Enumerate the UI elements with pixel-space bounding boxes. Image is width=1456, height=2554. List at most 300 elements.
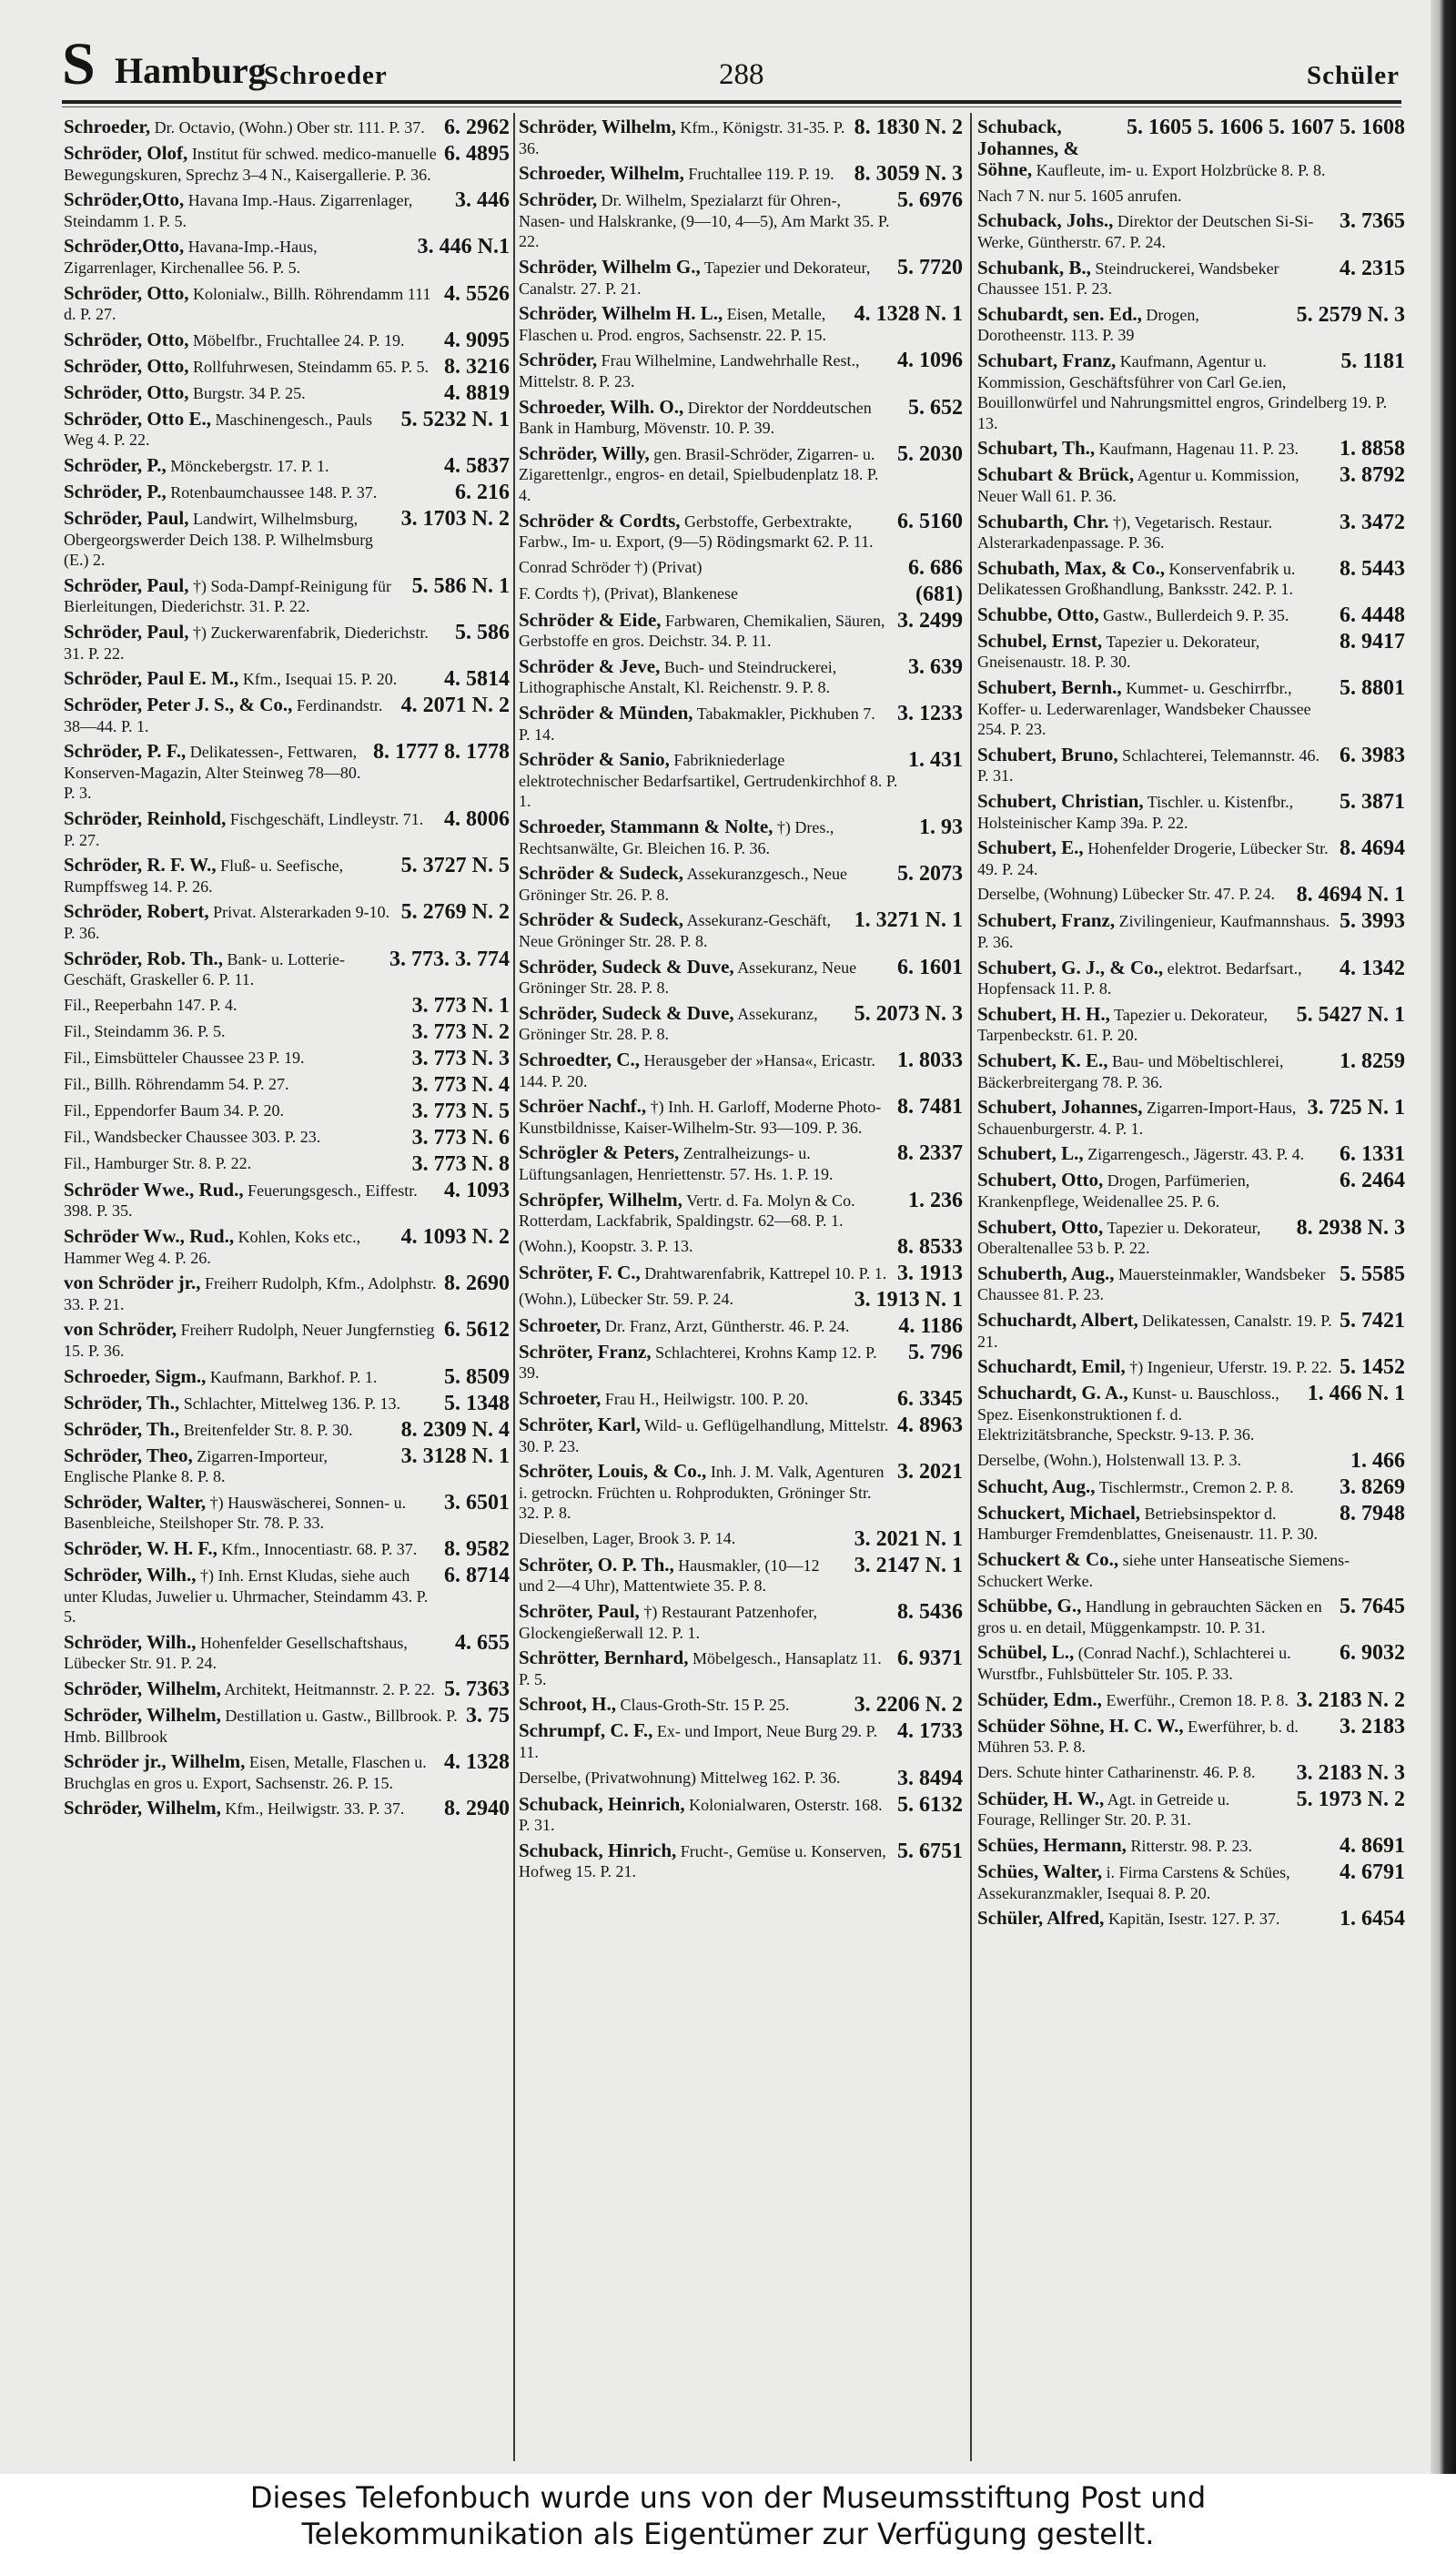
phone-number: 5. 1181 <box>1340 350 1405 373</box>
directory-entry <box>519 610 963 652</box>
phone-number: 8. 3216 <box>444 355 510 378</box>
entry-details: Tapezier u. Dekorateur, Tarpenbeckstr. 61. P. 20. <box>977 1005 1268 1045</box>
entry-details: Ewerführ., Cremon 18. P. 8. <box>1106 1690 1289 1709</box>
entry-details: Dr. Franz, Arzt, Güntherstr. 46. P. 24. <box>604 1316 850 1335</box>
phone-number: 3. 1913 N. 1 <box>854 1288 963 1311</box>
phone-number: 4. 1328 <box>444 1751 510 1775</box>
directory-entry <box>519 863 963 905</box>
directory-entry <box>64 356 510 378</box>
directory-entry <box>519 1414 963 1456</box>
phone-number: 3. 2183 N. 3 <box>1296 1761 1405 1784</box>
entry-name: Schröder & Cordts, <box>519 510 681 532</box>
entry-name: Schröder, Wilhelm, <box>64 1677 221 1699</box>
phone-number: 3. 725 N. 1 <box>1307 1097 1405 1120</box>
directory-entry <box>977 304 1405 346</box>
entry-details: Burgstr. 34 P. 25. <box>192 383 306 402</box>
entry-details: Rotenbaumchaussee 148. P. 37. <box>170 482 378 502</box>
directory-entry <box>977 258 1405 299</box>
phone-number: 4. 5837 <box>444 454 510 477</box>
entry-name: Schüler, Alfred, <box>977 1908 1105 1930</box>
entry-details: Konservenfabrik u. Delikatessen Großhandlung, Banksstr. 242. P. 1. <box>977 559 1296 599</box>
directory-entry <box>64 1272 510 1314</box>
entry-name: Schröder, Otto, <box>64 329 189 350</box>
directory-entry <box>977 884 1405 906</box>
directory-entry <box>64 1319 510 1361</box>
entry-details: Havana Imp.-Haus. Zigarrenlager, Steindamm 1. P. 5. <box>64 191 413 230</box>
phone-number: 5. 8801 <box>1340 677 1405 701</box>
entry-name: Schröder,Otto, <box>64 189 185 211</box>
directory-entry <box>977 791 1405 833</box>
entry-name: Schröder, Theo, <box>64 1444 193 1466</box>
entry-details: Privat. Alsterarkaden 9-10. P. 36. <box>64 903 390 943</box>
phone-number: 4. 5526 <box>444 282 510 306</box>
entry-name: Schroeter, <box>519 1314 602 1336</box>
directory-entry <box>519 703 963 745</box>
entry-name: Schuchardt, Albert, <box>977 1309 1138 1331</box>
directory-entry <box>64 1632 510 1674</box>
phone-number: 6. 3345 <box>897 1387 963 1410</box>
header-rule-thin <box>62 106 1401 107</box>
directory-entry <box>519 303 963 345</box>
phone-number: 5. 2073 <box>897 863 963 887</box>
entry-name: Schröder, Olof, <box>64 143 188 164</box>
phone-number: 5. 2030 <box>897 442 963 466</box>
entry-name: Schubert, K. E., <box>977 1049 1108 1071</box>
entry-details: Kunst- u. Bauschloss., Spez. Eisenkonstruktionen f. d. Elektrizitätsbranche, Speckstr. 9-13. P. 36. <box>977 1384 1279 1444</box>
column-1 <box>64 117 510 2456</box>
entry-name: Schröder, Th., <box>64 1392 180 1414</box>
entry-details: Kaufmann, Barkhof. P. 1. <box>209 1367 378 1386</box>
directory-entry <box>519 350 963 391</box>
phone-number: 1. 431 <box>908 749 963 773</box>
phone-number: 3. 2499 <box>897 609 963 633</box>
entry-name: Schubert, H. H., <box>977 1003 1110 1025</box>
directory-entry <box>977 1789 1405 1830</box>
entry-details: Rollfuhrwesen, Steindamm 65. P. 5. <box>192 357 429 376</box>
phone-number: 5. 3993 <box>1340 910 1405 934</box>
entry-name: Schröder, P., <box>64 454 167 476</box>
entry-details: Buch- und Steindruckerei, Lithographische Anstalt, Kl. Reichenstr. 9. P. 8. <box>519 657 837 697</box>
entry-name: Schröder, Wilhelm, <box>519 117 676 137</box>
entry-details: Direktor der Deutschen Si-Si-Werke, Güntherstr. 67. P. 24. <box>977 212 1314 251</box>
phone-number: 5. 7720 <box>897 256 963 279</box>
city-name: Hamburg <box>115 50 267 91</box>
entry-name: Schröter, Franz, <box>519 1341 652 1363</box>
directory-entry <box>977 1450 1405 1472</box>
entry-name: Schröpfer, Wilhelm, <box>519 1189 682 1211</box>
entry-details: Institut für schwed. medico-manuelle Bewegungskuren, Sprechz 3–4 N., Kaisergallerie. P. 36. <box>64 145 437 184</box>
directory-entry <box>977 558 1405 600</box>
phone-number: 6. 8714 <box>444 1564 510 1587</box>
entry-name: Schröder, P. F., <box>64 741 187 763</box>
entry-details: Steindruckerei, Wandsbeker Chaussee 151. P. 23. <box>977 258 1279 299</box>
entry-details: Tapezier u. Dekorateur, Oberaltenallee 53 b. P. 22. <box>977 1218 1261 1258</box>
directory-entry <box>977 1310 1405 1352</box>
entry-details: Conrad Schröder †) (Privat) <box>519 557 703 576</box>
entry-name: Schröder, Otto, <box>64 282 189 304</box>
entry-details: †) Restaurant Patzenhofer, Glockengießerwall 12. P. 1. <box>519 1603 818 1642</box>
directory-entry <box>977 1762 1405 1784</box>
entry-details: Ders. Schute hinter Catharinenstr. 46. P. 8. <box>977 1762 1256 1781</box>
entry-details: Schlachterei, Krohns Kamp 12. P. 39. <box>519 1343 877 1383</box>
directory-entry <box>977 438 1405 460</box>
directory-entry <box>64 1565 510 1627</box>
directory-entry <box>64 948 510 990</box>
entry-details: Kolonialwaren, Osterstr. 168. P. 31. <box>519 1795 883 1835</box>
entry-name: von Schröder, <box>64 1319 177 1341</box>
phone-number: 1. 8858 <box>1340 438 1405 461</box>
entry-name: Schröder, <box>519 350 598 371</box>
entry-details: Vertr. d. Fa. Molyn & Co. Rotterdam, Lackfabrik, Spaldingstr. 62—68. P. 1. <box>519 1191 855 1231</box>
entry-name: Schrögler & Peters, <box>519 1142 680 1164</box>
entry-name: Schröder, Robert, <box>64 901 209 923</box>
directory-entry <box>64 1048 510 1069</box>
phone-number: 8. 9582 <box>444 1537 510 1560</box>
entry-details: Eisen, Metalle, Flaschen u. Bruchglas en gros u. Export, Sachsenstr. 26. P. 15. <box>64 1753 427 1792</box>
entry-details: Zivilingenieur, Kaufmannshaus. P. 36. <box>977 912 1330 951</box>
entry-details: Landwirt, Wilhelmsburg, Obergeorgswerder Deich 138. P. Wilhelmsburg (E.) 2. <box>64 509 373 570</box>
entry-details: †) Inh. H. Garloff, Moderne Photo-Kunstbildnisse, Kaiser-Wilhelm-Str. 93—109. P. 36. <box>519 1098 882 1137</box>
entry-name: Schües, Hermann, <box>977 1835 1127 1856</box>
phone-number: 6. 2962 <box>444 117 510 138</box>
entry-name: Schubart & Brück, <box>977 464 1135 486</box>
entry-details: Kohlen, Koks etc., Hammer Weg 4. P. 26. <box>64 1228 361 1267</box>
directory-entry <box>64 741 510 804</box>
directory-entry <box>519 1840 963 1882</box>
entry-details: Fil., Eimsbütteler Chaussee 23 P. 19. <box>64 1048 305 1067</box>
entry-details: Fruchtallee 119. P. 19. <box>688 165 834 184</box>
entry-name: Schuberth, Aug., <box>977 1262 1115 1284</box>
phone-number: 3. 773 N. 1 <box>411 994 510 1017</box>
phone-number: 5. 8509 <box>444 1365 510 1388</box>
entry-details: Dr. Octavio, (Wohn.) Ober str. 111. P. 37. <box>154 118 425 137</box>
phone-number: 3. 8269 <box>1340 1475 1405 1498</box>
entry-name: Schuback, Heinrich, <box>519 1793 685 1815</box>
entry-details: †) Dres., Rechtsanwälte, Gr. Bleichen 16. P. 36. <box>519 818 834 857</box>
directory-entry <box>977 1596 1405 1637</box>
entry-name: Schuchardt, G. A., <box>977 1383 1128 1404</box>
directory-entry <box>519 1647 963 1689</box>
phone-number: 4. 8006 <box>444 808 510 832</box>
ownership-note-line-2: Telekommunikation als Eigentümer zur Verfügung gestellt. <box>301 2517 1155 2551</box>
directory-entry <box>977 1143 1405 1165</box>
entry-details: Derselbe, (Wohnung) Lübecker Str. 47. P. 24. <box>977 885 1275 904</box>
directory-entry <box>519 1315 963 1337</box>
entry-name: Schubardt, sen. Ed., <box>977 303 1142 325</box>
phone-number: 3. 2021 N. 1 <box>854 1527 963 1550</box>
phone-number: 4. 1186 <box>898 1314 963 1337</box>
entry-name: Schroeder, Wilhelm, <box>519 163 684 185</box>
directory-entry <box>519 1262 963 1284</box>
entry-details: Assekuranz-Geschäft, Neue Gröninger Str. 28. P. 8. <box>519 911 831 950</box>
phone-number: 1. 8033 <box>897 1049 963 1072</box>
directory-entry <box>519 1049 963 1091</box>
entry-details: Hohenfelder Gesellschaftshaus, Lübecker Str. 91. P. 24. <box>64 1633 408 1673</box>
directory-entry <box>64 1798 510 1819</box>
entry-details: Fil., Hamburger Str. 8. P. 22. <box>64 1153 252 1172</box>
directory-entry <box>977 1642 1405 1684</box>
entry-details: Bau- und Möbeltischlerei, Bäckerbreitergang 78. P. 36. <box>977 1051 1284 1091</box>
entry-details: †), Vegetarisch. Restaur. Alsterarkadenpassage. P. 36. <box>977 512 1273 552</box>
directory-entry <box>64 1021 510 1043</box>
entry-details: Zentralheizungs- u. Lüftungsanlagen, Henriettenstr. 57. Hs. 1. P. 19. <box>519 1144 834 1183</box>
phone-number: 6. 9371 <box>897 1647 963 1671</box>
header-rule <box>62 100 1401 104</box>
phone-number: 4. 2071 N. 2 <box>400 694 510 718</box>
phone-number: 5. 652 <box>908 396 963 420</box>
directory-entry <box>64 117 510 138</box>
entry-name: Schröder jr., Wilhelm, <box>64 1751 246 1773</box>
entry-name: Schröter, Paul, <box>519 1601 640 1623</box>
directory-entry <box>519 1555 963 1596</box>
directory-entry <box>64 382 510 404</box>
entry-details: Dieselben, Lager, Brook 3. P. 14. <box>519 1528 736 1547</box>
entry-details: Destillation u. Gastw., Billbrook. P. Hmb. Billbrook <box>64 1706 458 1746</box>
phone-number: 8. 2940 <box>444 1798 510 1820</box>
entry-details: Gerbstoffe, Gerbextrakte, Farbw., Im- u. Export, (9—5) Rödingsmarkt 62. P. 11. <box>519 512 874 552</box>
directory-entry <box>977 958 1405 999</box>
entry-details: Kaufleute, im- u. Export Holzbrücke 8. P. 8. <box>1036 161 1326 180</box>
phone-number: 3. 446 N.1 <box>417 236 510 259</box>
directory-entry <box>64 1538 510 1560</box>
entry-details: Ritterstr. 98. P. 23. <box>1130 1837 1252 1855</box>
entry-name: Schubert, Franz, <box>977 910 1116 932</box>
directory-entry <box>977 837 1405 879</box>
phone-number: 1. 8259 <box>1340 1049 1405 1073</box>
directory-entry <box>64 901 510 943</box>
directory-entry <box>519 1388 963 1410</box>
directory-entry <box>64 283 510 325</box>
entry-details: i. Firma Carstens & Schües, Assekuranzmakler, Isequai 8. P. 20. <box>977 1863 1290 1902</box>
entry-name: Schuckert, Michael, <box>977 1502 1141 1524</box>
entry-details: Fil., Billh. Röhrendamm 54. P. 27. <box>64 1074 289 1093</box>
directory-entry <box>977 745 1405 786</box>
entry-name: Schroeder, Sigm., <box>64 1365 207 1387</box>
entry-name: Schröter, O. P. Th., <box>519 1554 674 1576</box>
entry-name: Schubbe, Otto, <box>977 603 1099 625</box>
directory-entry <box>519 957 963 998</box>
directory-entry <box>519 189 963 252</box>
entry-name: Schröder, Rob. Th., <box>64 948 224 969</box>
directory-entry <box>977 1383 1405 1445</box>
phone-number: 3. 8792 <box>1340 464 1405 488</box>
entry-details: Assekuranz, Gröninger Str. 28. P. 8. <box>519 1004 818 1044</box>
phone-number: 3. 2147 N. 1 <box>854 1554 963 1577</box>
entry-details: †) Ingenieur, Uferstr. 19. P. 22. <box>1129 1358 1332 1377</box>
entry-details: Ferdinandstr. 38—44. P. 1. <box>64 696 383 735</box>
directory-entry <box>519 1236 963 1258</box>
directory-entry <box>977 1503 1405 1545</box>
directory-entry <box>519 656 963 698</box>
phone-number: 5. 1605 5. 1606 5. 1607 5. 1608 <box>1127 117 1405 139</box>
directory-entry <box>64 808 510 850</box>
directory-entry <box>64 1445 510 1487</box>
entry-name: Schüder, Edm., <box>977 1688 1102 1710</box>
phone-number: 5. 1973 N. 2 <box>1296 1788 1405 1811</box>
entry-details: Frau Wilhelmine, Landwehrhalle Rest., Mittelstr. 8. P. 23. <box>519 351 860 390</box>
phone-number: 4. 8819 <box>444 381 510 404</box>
directory-entry <box>519 1096 963 1138</box>
directory-entry <box>64 1074 510 1096</box>
entry-name: Schröder, Wilh., <box>64 1564 197 1586</box>
entry-name: Schröder & Münden, <box>519 703 693 725</box>
phone-number: 5. 3727 N. 5 <box>400 855 510 878</box>
directory-entry <box>519 1461 963 1524</box>
directory-entry <box>977 1861 1405 1903</box>
entry-details: †) Hauswäscherei, Sonnen- u. Basenbleiche, Steilshoper Str. 78. P. 33. <box>64 1493 407 1533</box>
entry-details: Möbelgesch., Hansaplatz 11. P. 5. <box>519 1649 882 1688</box>
directory-entry <box>977 604 1405 626</box>
directory-entry <box>977 677 1405 740</box>
directory-entry <box>519 117 963 158</box>
directory-entry <box>519 397 963 439</box>
directory-entry <box>519 257 963 299</box>
directory-entry <box>519 1768 963 1789</box>
entry-details: Kapitän, Isestr. 127. P. 37. <box>1107 1910 1280 1929</box>
directory-entry <box>519 816 963 858</box>
entry-details: Tischler. u. Kistenfbr., Holsteinischer Kamp 39a. P. 22. <box>977 793 1294 832</box>
entry-details: Fil., Wandsbecker Chaussee 303. P. 23. <box>64 1127 321 1146</box>
entry-name: Schroeter, <box>519 1387 602 1409</box>
entry-name: Schüder Söhne, H. C. W., <box>977 1715 1184 1737</box>
directory-entry <box>519 749 963 812</box>
entry-details: Kaufmann, Agentur u. Kommission, Geschäftsführer von Carl Ge.ien, Bouillonwürfel und Nahrungsmittel engros, Grindelberg 19. P. 13. <box>977 351 1388 432</box>
entry-name: Schuback, Johannes, & Söhne, <box>977 117 1080 181</box>
entry-details: Schlachter, Mittelweg 136. P. 13. <box>183 1394 400 1413</box>
entry-details: Frucht-, Gemüse u. Konserven, Hofweg 15. P. 21. <box>519 1841 886 1881</box>
phone-number: 5. 5232 N. 1 <box>400 408 510 431</box>
entry-details: Möbelfbr., Fruchtallee 24. P. 19. <box>192 330 405 350</box>
entry-details: Tabakmakler, Pickhuben 7. P. 14. <box>519 704 875 744</box>
entry-name: Schubel, Ernst, <box>977 630 1103 652</box>
entry-details: Fil., Eppendorfer Baum 34. P. 20. <box>64 1100 284 1120</box>
column-separator <box>513 113 515 2461</box>
entry-details: Assekuranzgesch., Neue Gröninger Str. 26. P. 8. <box>519 865 847 904</box>
phone-number: 5. 1452 <box>1340 1356 1405 1379</box>
entry-name: Schröder & Sanio, <box>519 749 670 771</box>
entry-details: Frau H., Heilwigstr. 100. P. 20. <box>604 1389 809 1408</box>
entry-details: Kfm., Innocentiastr. 68. P. 37. <box>221 1539 418 1558</box>
entry-name: Schröder, Otto, <box>64 355 189 377</box>
entry-details: Betriebsinspektor d. Hamburger Fremdenblattes, Gneisenaustr. 11. P. 30. <box>977 1504 1318 1544</box>
entry-details: Nach 7 N. nur 5. 1605 anrufen. <box>977 186 1182 205</box>
phone-number: 3. 2021 <box>897 1461 963 1485</box>
directory-entry <box>519 1342 963 1383</box>
phone-number: 6. 4448 <box>1340 603 1405 626</box>
phone-number: 3. 7365 <box>1340 210 1405 234</box>
entry-name: Schröter, F. C., <box>519 1262 641 1283</box>
directory-entry <box>977 512 1405 553</box>
entry-details: Kolonialw., Billh. Röhrendamm 111 d. P. 27. <box>64 284 431 324</box>
entry-name: Schröer Nachf., <box>519 1096 647 1118</box>
directory-entry <box>64 1393 510 1414</box>
entry-name: Schubart, Th., <box>977 438 1096 460</box>
phone-number: 5. 6751 <box>897 1839 963 1863</box>
directory-entry <box>977 1170 1405 1211</box>
directory-entry <box>977 186 1405 207</box>
phone-number: 6. 1331 <box>1340 1143 1405 1166</box>
directory-entry <box>64 143 510 185</box>
phone-number: 4. 5814 <box>444 668 510 691</box>
phone-number: 3. 3472 <box>1340 511 1405 534</box>
ownership-note <box>0 2474 1456 2554</box>
entry-details: Mauersteinmakler, Wandsbeker Chaussee 81. P. 23. <box>977 1264 1326 1304</box>
entry-details: Ewerführer, b. d. Mühren 53. P. 8. <box>977 1717 1299 1757</box>
phone-number: 4. 8963 <box>897 1414 963 1437</box>
phone-number: 8. 5443 <box>1340 557 1405 581</box>
directory-entry <box>519 1528 963 1550</box>
phone-number: 5. 586 <box>455 621 510 644</box>
directory-entry <box>64 1678 510 1700</box>
entry-details: Ex- und Import, Neue Burg 29. P. 11. <box>519 1722 878 1762</box>
directory-entry <box>977 210 1405 252</box>
directory-entry <box>977 350 1405 433</box>
phone-number: 8. 2337 <box>897 1142 963 1166</box>
directory-entry <box>64 508 510 571</box>
directory-entry <box>64 995 510 1017</box>
entry-details: Fil., Steindamm 36. P. 5. <box>64 1021 226 1040</box>
directory-entry <box>519 1289 963 1311</box>
phone-number: 3. 2183 N. 2 <box>1296 1688 1405 1711</box>
directory-entry <box>519 1694 963 1716</box>
entry-name: Schröder Wwe., Rud., <box>64 1179 244 1201</box>
directory-entry <box>64 1705 510 1747</box>
entry-name: Schröder Ww., Rud., <box>64 1226 235 1247</box>
entry-name: Schubert, Bernh., <box>977 677 1122 699</box>
entry-name: Schubath, Max, & Co., <box>977 557 1165 579</box>
ownership-note-line-1: Dieses Telefonbuch wurde uns von der Museumsstiftung Post und <box>249 2480 1207 2515</box>
phone-number: 3. 1703 N. 2 <box>400 507 510 531</box>
phone-number: 3. 3128 N. 1 <box>400 1444 510 1468</box>
directory-entry <box>64 1226 510 1268</box>
entry-details: Derselbe, (Privatwohnung) Mittelweg 162. P. 36. <box>519 1768 841 1787</box>
entry-details: Bank- u. Lotterie-Geschäft, Graskeller 6. P. 11. <box>64 949 346 989</box>
directory-entry <box>64 575 510 617</box>
entry-name: Schubert, Otto, <box>977 1170 1104 1191</box>
entry-name: Schuckert & Co., <box>977 1549 1119 1571</box>
entry-name: Schröder, Wilhelm H. L., <box>519 303 723 325</box>
directory-entry <box>519 443 963 506</box>
directory-entry <box>64 1419 510 1441</box>
entry-details: Maschinengesch., Pauls Weg 4. P. 22. <box>64 410 372 450</box>
entry-details: Drogen, Parfümerien, Krankenpflege, Weidenallee 25. P. 6. <box>977 1171 1250 1211</box>
phone-number: 8. 2690 <box>444 1272 510 1296</box>
directory-entry <box>64 409 510 451</box>
entry-name: Schröder, Paul E. M., <box>64 668 239 690</box>
phone-number: 3. 773 N. 3 <box>411 1047 510 1069</box>
entry-details: Drogen, Dorotheenstr. 113. P. 39 <box>977 305 1199 345</box>
phone-number: 3. 446 <box>455 189 510 213</box>
phone-number: 6. 4895 <box>444 143 510 166</box>
phone-number: 3. 773 N. 6 <box>411 1126 510 1149</box>
phone-number: 4. 9095 <box>444 329 510 351</box>
entry-name: Schröder & Sudeck, <box>519 909 684 931</box>
entry-details: †) Soda-Dampf-Reinigung für Bierleitungen, Diederichstr. 31. P. 22. <box>64 576 391 616</box>
entry-name: Schröder, Wilh., <box>64 1631 197 1653</box>
entry-name: Schröder, Wilhelm, <box>64 1798 221 1819</box>
phone-number: 5. 2769 N. 2 <box>400 901 510 925</box>
entry-name: Schröder,Otto, <box>64 236 185 258</box>
phone-number: 8. 1777 8. 1778 <box>373 741 510 765</box>
directory-entry <box>977 117 1405 181</box>
entry-details: †) Zuckerwarenfabrik, Diederichstr. 31. P. 22. <box>64 623 429 663</box>
phone-number: 5. 3871 <box>1340 791 1405 815</box>
entry-name: Schröder, Paul, <box>64 507 189 529</box>
directory-entry <box>977 1908 1405 1930</box>
phone-number: 3. 773 N. 8 <box>411 1152 510 1175</box>
entry-name: Schubert, Christian, <box>977 791 1144 813</box>
directory-entry <box>64 1100 510 1122</box>
